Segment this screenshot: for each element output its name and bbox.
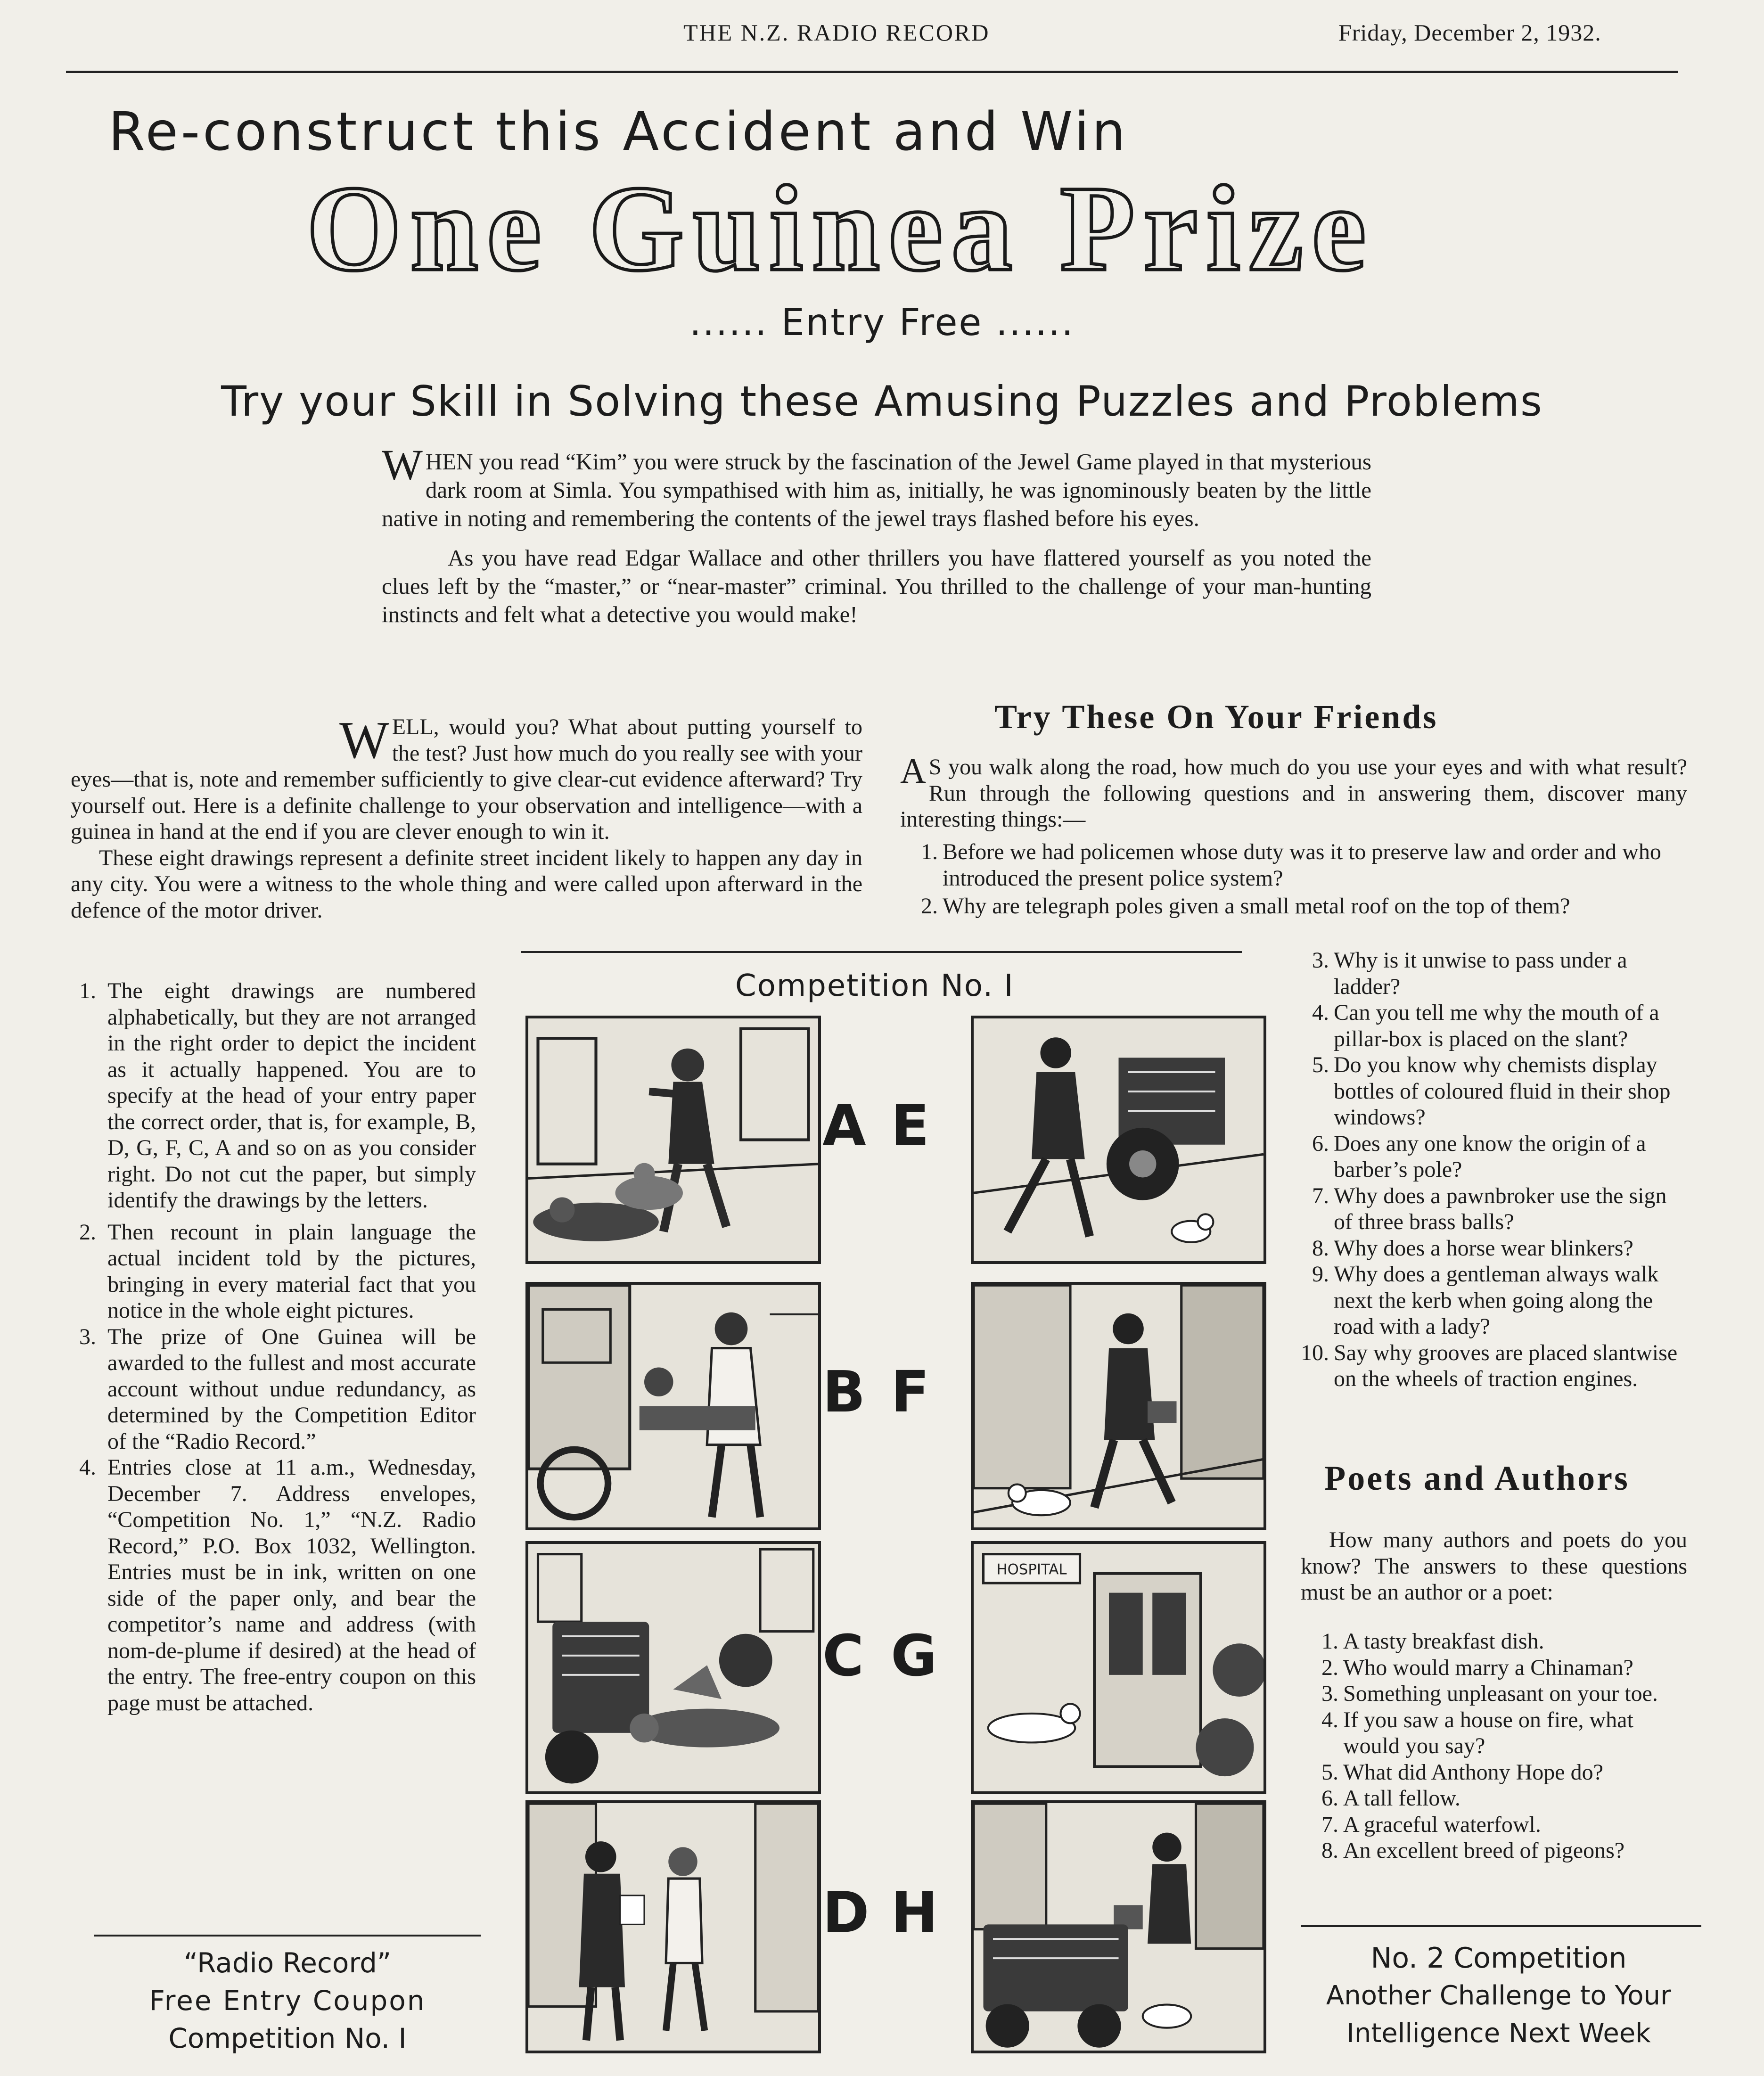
panel-g-drawing bbox=[974, 1544, 1264, 1791]
panel-a-drawing bbox=[528, 1018, 818, 1261]
rule-text: Then recount in plain language the actual incident told by the pictures, bringing in every material fact that you notice in the whole eight pictures. bbox=[107, 1219, 476, 1323]
question-text: Can you tell me why the mouth of a pillar-box is placed on the slant? bbox=[1334, 1000, 1659, 1051]
question-text: Why does a horse wear blinkers? bbox=[1334, 1235, 1633, 1261]
question-number: 5. bbox=[1312, 1052, 1329, 1077]
question-number: 6. bbox=[1312, 1131, 1329, 1156]
question-text: A tasty breakfast dish. bbox=[1343, 1629, 1544, 1654]
panel-a[interactable] bbox=[525, 1016, 821, 1264]
panel-f-letter: F bbox=[891, 1360, 929, 1425]
friends-question-2 bbox=[900, 893, 1687, 919]
coupon-line-1: “Radio Record” bbox=[183, 1947, 392, 1979]
left-paragraph-2 bbox=[71, 845, 862, 924]
panel-h-drawing bbox=[974, 1803, 1264, 2051]
friends-question bbox=[900, 839, 1687, 891]
question-number: 6. bbox=[1321, 1786, 1338, 1811]
left-paragraph-1-text: ELL, would you? What about putting yourself to the test? Just how much do you really see with your eyes—that is, note and remember sufficiently to give clear-cut evidence afterward? Try yourself out. Here is a definite challenge to your observation and intelligence—with a guinea in hand at the end if you are clever enough to win it. bbox=[71, 714, 862, 844]
headline-prize: One Guinea Prize bbox=[306, 161, 1375, 296]
friends-intro bbox=[900, 751, 1687, 833]
headline-line1: Re-construct this Accident and Win bbox=[108, 101, 1128, 163]
friends-title: Try These On Your Friends bbox=[994, 698, 1438, 736]
poets-question bbox=[1301, 1812, 1687, 1838]
question-text: What did Anthony Hope do? bbox=[1343, 1759, 1603, 1785]
panel-f[interactable] bbox=[971, 1282, 1266, 1530]
panel-c-drawing bbox=[528, 1544, 818, 1791]
panel-d[interactable] bbox=[525, 1800, 821, 2053]
friends-questions-top bbox=[900, 839, 1687, 891]
question-text: Why is it unwise to pass under a ladder? bbox=[1334, 948, 1627, 999]
intro-paragraph-1 bbox=[382, 441, 1371, 533]
question-number: 5. bbox=[1321, 1759, 1338, 1785]
question-number: 1. bbox=[921, 839, 938, 864]
rule-text: The eight drawings are numbered alphabetically, but they are not arranged in the right order to depict the incident as it actually happened. You are to specify at the head of your entry paper the correct order, that is, for example, B, D, G, F, C, A and so on as you consider right. Do not cut the paper, but simply identify the drawings by the letters. bbox=[107, 978, 476, 1213]
friends-dropcap: A bbox=[900, 751, 926, 791]
rules-list bbox=[71, 978, 476, 1716]
panel-e-letter: E bbox=[891, 1093, 929, 1159]
question-text: Who would marry a Chinaman? bbox=[1343, 1655, 1633, 1680]
question-number: 4. bbox=[1321, 1707, 1338, 1732]
question-text: Why are telegraph poles given a small metal roof on the top of them? bbox=[943, 894, 1570, 919]
coupon-line-3: Competition No. I bbox=[168, 2022, 407, 2054]
panel-h[interactable] bbox=[971, 1800, 1266, 2053]
panel-e[interactable] bbox=[971, 1016, 1266, 1264]
question-number: 1. bbox=[1321, 1629, 1338, 1654]
rule-number: 2. bbox=[79, 1219, 96, 1245]
friends-question bbox=[1291, 1052, 1687, 1131]
rule-number: 3. bbox=[79, 1324, 96, 1349]
question-text: Why does a pawnbroker use the sign of three brass balls? bbox=[1334, 1183, 1667, 1234]
competition-title: Competition No. I bbox=[735, 968, 1014, 1003]
next-line-1: No. 2 Competition bbox=[1370, 1942, 1627, 1975]
question-number: 7. bbox=[1312, 1183, 1329, 1208]
question-number: 7. bbox=[1321, 1812, 1338, 1837]
coupon-rule bbox=[94, 1935, 481, 1937]
competition-rule bbox=[521, 951, 1242, 953]
friends-questions-narrow bbox=[1291, 947, 1687, 1392]
poets-questions bbox=[1301, 1628, 1687, 1864]
friends-question bbox=[1291, 947, 1687, 1000]
question-text: Something unpleasant on your toe. bbox=[1343, 1681, 1658, 1706]
question-number: 4. bbox=[1312, 1000, 1329, 1025]
question-text: If you saw a house on fire, what would you say? bbox=[1343, 1707, 1633, 1758]
masthead-title: THE N.Z. RADIO RECORD bbox=[683, 19, 990, 46]
rule-number: 1. bbox=[79, 978, 96, 1003]
friends-question bbox=[1291, 1340, 1687, 1392]
question-text: Say why grooves are placed slantwise on the wheels of traction engines. bbox=[1334, 1340, 1678, 1391]
panel-d-drawing bbox=[528, 1803, 818, 2051]
question-number: 2. bbox=[1321, 1655, 1338, 1680]
intro-paragraph-2: As you have read Edgar Wallace and other thrillers you have flattered yourself as you noted the clues left by the “master,” or “near-master” criminal. You thrilled to the challenge of your man-hunting instincts and felt what a detective you would make! bbox=[382, 545, 1371, 627]
question-text: An excellent breed of pigeons? bbox=[1343, 1838, 1625, 1863]
next-rule bbox=[1301, 1925, 1701, 1927]
question-number: 3. bbox=[1321, 1681, 1338, 1706]
panel-c-letter: C bbox=[822, 1624, 864, 1689]
question-text: A tall fellow. bbox=[1343, 1786, 1460, 1811]
headline-tagline: Try your Skill in Solving these Amusing Puzzles and Problems bbox=[221, 377, 1543, 426]
left-intro bbox=[71, 711, 862, 923]
panel-e-drawing bbox=[974, 1018, 1264, 1261]
panel-b[interactable] bbox=[525, 1282, 821, 1530]
poets-question bbox=[1301, 1759, 1687, 1786]
question-number: 8. bbox=[1312, 1235, 1329, 1261]
hospital-sign: HOSPITAL bbox=[996, 1561, 1067, 1578]
friends-intro-text: S you walk along the road, how much do you use your eyes and with what result? Run through the following questions and in answering them, discover many interesting things:— bbox=[900, 755, 1687, 832]
poets-question bbox=[1301, 1628, 1687, 1655]
poets-question bbox=[1301, 1785, 1687, 1812]
poets-question bbox=[1301, 1707, 1687, 1759]
left-dropcap: W bbox=[339, 711, 389, 770]
question-number: 9. bbox=[1312, 1262, 1329, 1287]
friends-question bbox=[900, 893, 1687, 919]
rule-text: The prize of One Guinea will be awarded to the fullest and most accurate account without undue redundancy, as determined by the Competition Editor of the “Radio Record.” bbox=[107, 1324, 476, 1454]
friends-question bbox=[1291, 1000, 1687, 1052]
question-number: 8. bbox=[1321, 1838, 1338, 1863]
friends-question bbox=[1291, 1261, 1687, 1340]
question-number: 10. bbox=[1301, 1340, 1329, 1365]
rule-item bbox=[71, 978, 476, 1214]
rule-number: 4. bbox=[79, 1455, 96, 1480]
rule-item bbox=[71, 1454, 476, 1716]
question-text: Do you know why chemists display bottles of coloured fluid in their shop windows? bbox=[1334, 1052, 1671, 1130]
poets-question bbox=[1301, 1681, 1687, 1707]
rule-item bbox=[71, 1219, 476, 1324]
panel-d-letter: D bbox=[822, 1880, 870, 1946]
intro-dropcap: W bbox=[382, 441, 423, 489]
question-text: A graceful waterfowl. bbox=[1343, 1812, 1541, 1837]
friends-question bbox=[1291, 1235, 1687, 1262]
question-text: Does any one know the origin of a barber’s pole? bbox=[1334, 1131, 1646, 1182]
masthead-rule bbox=[66, 71, 1678, 73]
panel-g[interactable] bbox=[971, 1541, 1266, 1794]
panel-a-letter: A bbox=[822, 1093, 866, 1159]
panel-b-drawing bbox=[528, 1285, 818, 1527]
free-entry-coupon[interactable] bbox=[94, 1944, 481, 2057]
panel-c[interactable] bbox=[525, 1541, 821, 1794]
intro-block bbox=[382, 441, 1371, 629]
rule-item bbox=[71, 1324, 476, 1455]
coupon-line-2: Free Entry Coupon bbox=[149, 1985, 426, 2017]
friends-question bbox=[1291, 1131, 1687, 1183]
question-number: 2. bbox=[921, 894, 938, 919]
poets-question bbox=[1301, 1838, 1687, 1864]
panel-f-drawing bbox=[974, 1285, 1264, 1527]
panel-g-letter: G bbox=[891, 1624, 937, 1689]
rule-text: Entries close at 11 a.m., Wednesday, December 7. Address envelopes, “Competition No. 1,” “N.Z. Radio Record,” P.O. Box 1032, Wellington. Entries must be in ink, written on one side of the paper only, and bear the competitor’s name and address (with nom-de-plume if desired) at the head of the entry. The free-entry coupon on this page must be attached. bbox=[107, 1455, 476, 1715]
friends-question bbox=[1291, 1183, 1687, 1235]
left-paragraph-1 bbox=[71, 711, 862, 845]
question-number: 3. bbox=[1312, 948, 1329, 973]
panel-h-letter: H bbox=[891, 1880, 938, 1946]
left-paragraph-2-text: These eight drawings represent a definite street incident likely to happen any day in any city. You were a witness to the whole thing and were called upon afterward in the defence of the motor driver. bbox=[71, 845, 862, 923]
poets-question bbox=[1301, 1655, 1687, 1681]
next-line-3: Intelligence Next Week bbox=[1346, 2018, 1651, 2049]
question-text: Why does a gentleman always walk next the kerb when going along the road with a lady? bbox=[1334, 1262, 1659, 1339]
panel-b-letter: B bbox=[822, 1360, 866, 1425]
poets-intro: How many authors and poets do you know? The answers to these questions must be an author or a poet: bbox=[1301, 1527, 1687, 1605]
next-line-2: Another Challenge to Your bbox=[1326, 1980, 1672, 2011]
question-text: Before we had policemen whose duty was it to preserve law and order and who introduced the present police system? bbox=[943, 839, 1661, 891]
poets-title: Poets and Authors bbox=[1324, 1459, 1630, 1498]
intro-paragraph-1-text: HEN you read “Kim” you were struck by the fascination of the Jewel Game played in that mysterious dark room at Simla. You sympathised with him as, initially, he was ignominously beaten by the little native in noting and remembering the contents of the jewel trays flashed before his eyes. bbox=[382, 449, 1371, 531]
headline-entry-free: ...... Entry Free ...... bbox=[689, 302, 1075, 344]
next-competition bbox=[1291, 1939, 1706, 2052]
masthead-date: Friday, December 2, 1932. bbox=[1338, 19, 1601, 46]
